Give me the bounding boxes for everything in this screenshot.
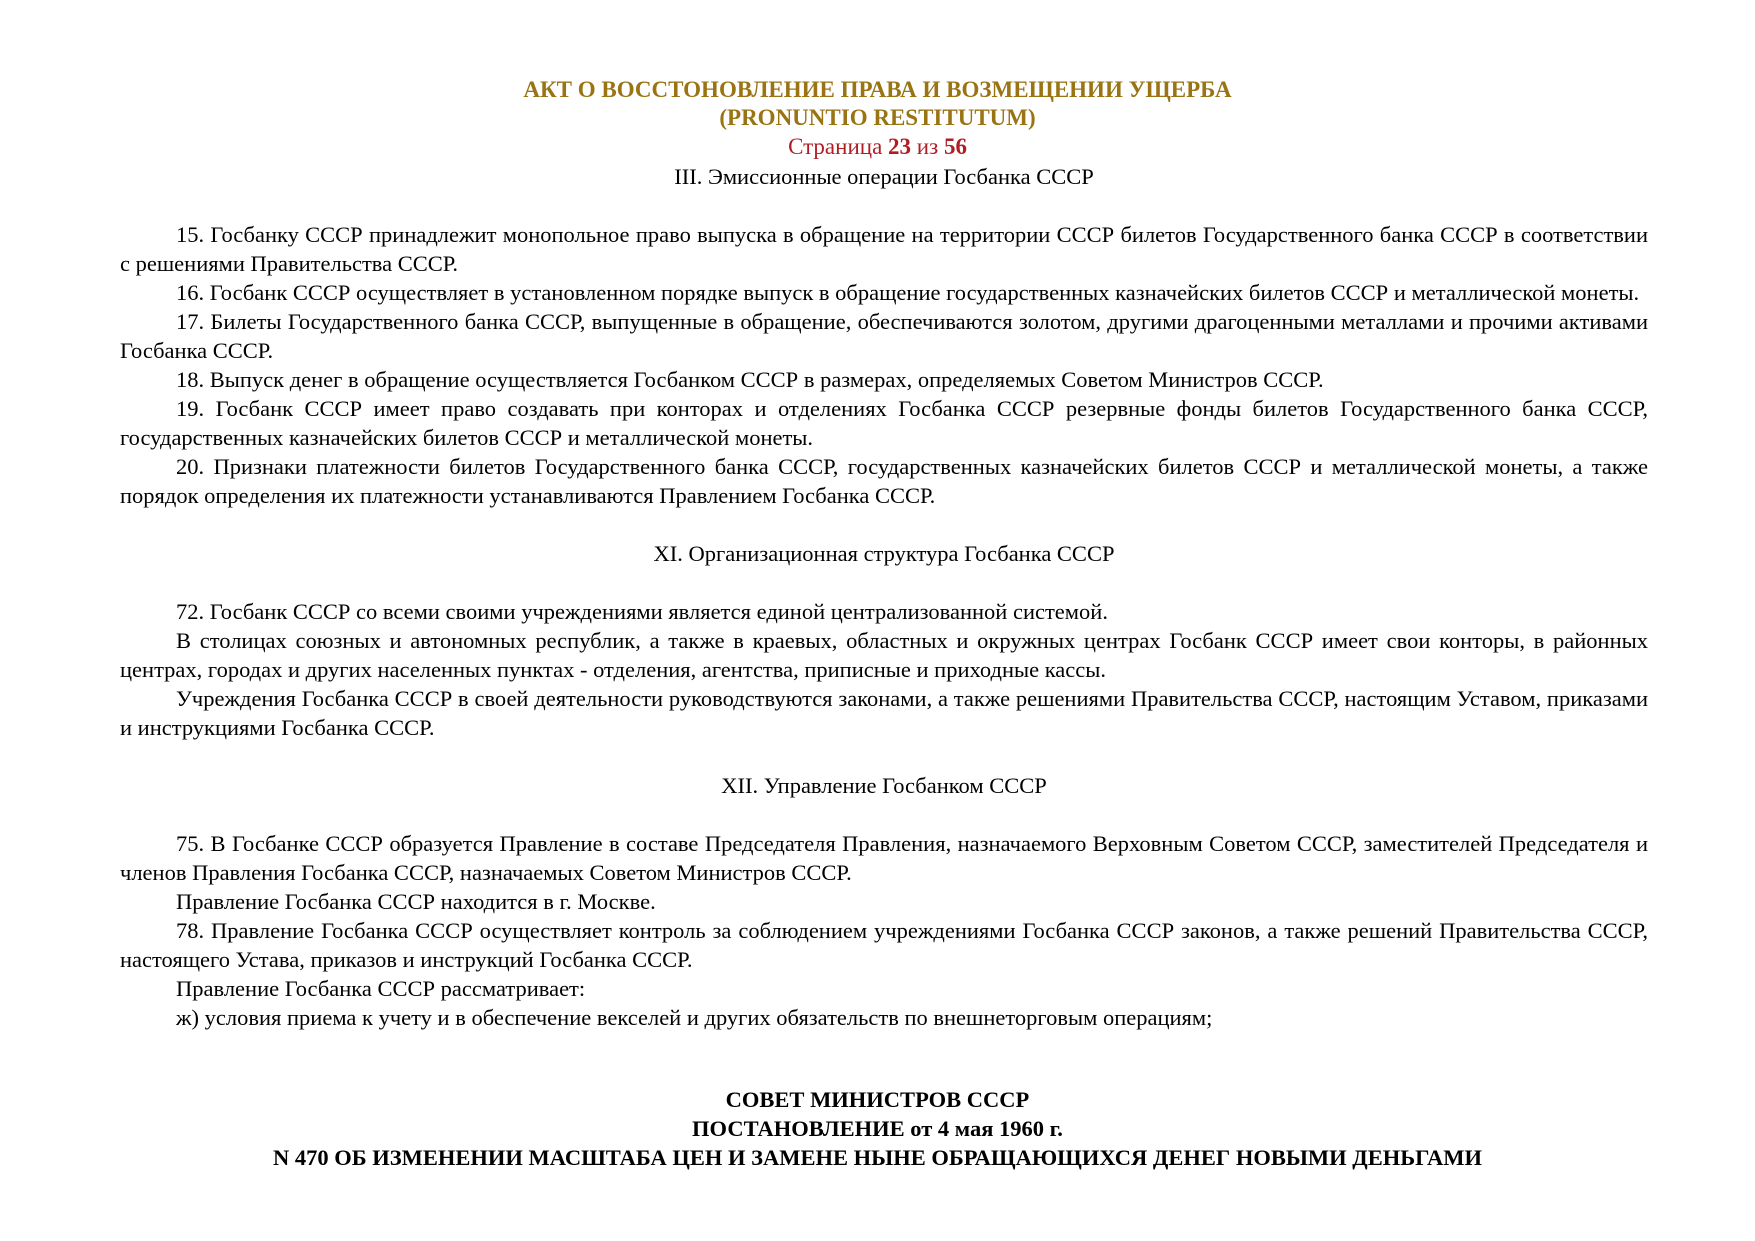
document-title-line1: АКТ О ВОССТОНОВЛЕНИЕ ПРАВА И ВОЗМЕЩЕНИИ УЩЕРБА bbox=[523, 77, 1232, 102]
paragraph: 78. Правление Госбанка СССР осуществляет контроль за соблюдением учреждениями Госбанка СССР законов, а также решений Правительства СССР, настоящего Устава, приказов и инструкций Госбанка СССР. bbox=[120, 918, 1648, 972]
paragraph: В столицах союзных и автономных республик, а также в краевых, областных и окружных центрах Госбанк СССР имеет свои конторы, в районных центрах, городах и других населенных пунктах - отделения, агентства, приписные и приходные кассы. bbox=[120, 628, 1648, 682]
blank-line bbox=[120, 510, 1648, 539]
page-counter-label: Страница bbox=[788, 134, 883, 159]
paragraph: 17. Билеты Государственного банка СССР, выпущенные в обращение, обеспечиваются золотом, другими драгоценными металлами и прочими активами Госбанка СССР. bbox=[120, 309, 1648, 363]
blank-line bbox=[120, 191, 1648, 220]
page-current-number: 23 bbox=[888, 134, 912, 159]
paragraph: 18. Выпуск денег в обращение осуществляется Госбанком СССР в размерах, определяемых Советом Министров СССР. bbox=[176, 367, 1324, 392]
resolution-heading bbox=[0, 1085, 1755, 1172]
resolution-title: N 470 ОБ ИЗМЕНЕНИИ МАСШТАБА ЦЕН И ЗАМЕНЕ НЫНЕ ОБРАЩАЮЩИХСЯ ДЕНЕГ НОВЫМИ ДЕНЬГАМИ bbox=[272, 1145, 1483, 1170]
blank-line bbox=[120, 742, 1648, 771]
page-counter-of: из bbox=[916, 134, 939, 159]
paragraph: 72. Госбанк СССР со всеми своими учреждениями является единой централизованной системой. bbox=[176, 599, 1108, 624]
paragraph: 19. Госбанк СССР имеет право создавать при конторах и отделениях Госбанка СССР резервные фонды билетов Государственного банка СССР, государственных казначейских билетов СССР и металлической монеты. bbox=[120, 396, 1648, 450]
paragraph: 20. Признаки платежности билетов Государственного банка СССР, государственных казначейских билетов СССР и металлической монеты, а также порядок определения их платежности устанавливаются Правлением Госбанка СССР. bbox=[120, 454, 1648, 508]
page-total-number: 56 bbox=[943, 134, 967, 159]
document-body bbox=[120, 162, 1648, 1032]
section-organizational-structure bbox=[120, 539, 1648, 742]
section-emission-operations bbox=[120, 162, 1648, 510]
section-heading: XII. Управление Госбанком СССР bbox=[721, 773, 1047, 798]
resolution-authority: СОВЕТ МИНИСТРОВ СССР bbox=[725, 1087, 1030, 1112]
paragraph: Учреждения Госбанка СССР в своей деятельности руководствуются законами, а также решениями Правительства СССР, настоящим Уставом, приказами и инструкциями Госбанка СССР. bbox=[120, 686, 1648, 740]
paragraph: 15. Госбанку СССР принадлежит монопольное право выпуска в обращение на территории СССР билетов Государственного банка СССР в соответствии с решениями Правительства СССР. bbox=[120, 222, 1648, 276]
page-counter bbox=[0, 132, 1755, 161]
section-management bbox=[120, 771, 1648, 1032]
paragraph: ж) условия приема к учету и в обеспечение векселей и других обязательств по внешнеторговым операциям; bbox=[176, 1005, 1213, 1030]
paragraph: 16. Госбанк СССР осуществляет в установленном порядке выпуск в обращение государственных казначейских билетов СССР и металлической монеты. bbox=[176, 280, 1640, 305]
paragraph: Правление Госбанка СССР рассматривает: bbox=[176, 976, 586, 1001]
paragraph: Правление Госбанка СССР находится в г. Москве. bbox=[176, 889, 656, 914]
blank-line bbox=[120, 568, 1648, 597]
section-heading: III. Эмиссионные операции Госбанка СССР bbox=[674, 164, 1094, 189]
blank-line bbox=[120, 800, 1648, 829]
document-header bbox=[0, 76, 1755, 161]
section-heading: XI. Организационная структура Госбанка СССР bbox=[653, 541, 1115, 566]
paragraph: 75. В Госбанке СССР образуется Правление в составе Председателя Правления, назначаемого Верховным Советом СССР, заместителей Председателя и членов Правления Госбанка СССР, назначаемых Советом Министров СССР. bbox=[120, 831, 1648, 885]
resolution-date: ПОСТАНОВЛЕНИЕ от 4 мая 1960 г. bbox=[692, 1116, 1063, 1141]
document-title-line2: (PRONUNTIO RESTITUTUM) bbox=[719, 105, 1036, 130]
